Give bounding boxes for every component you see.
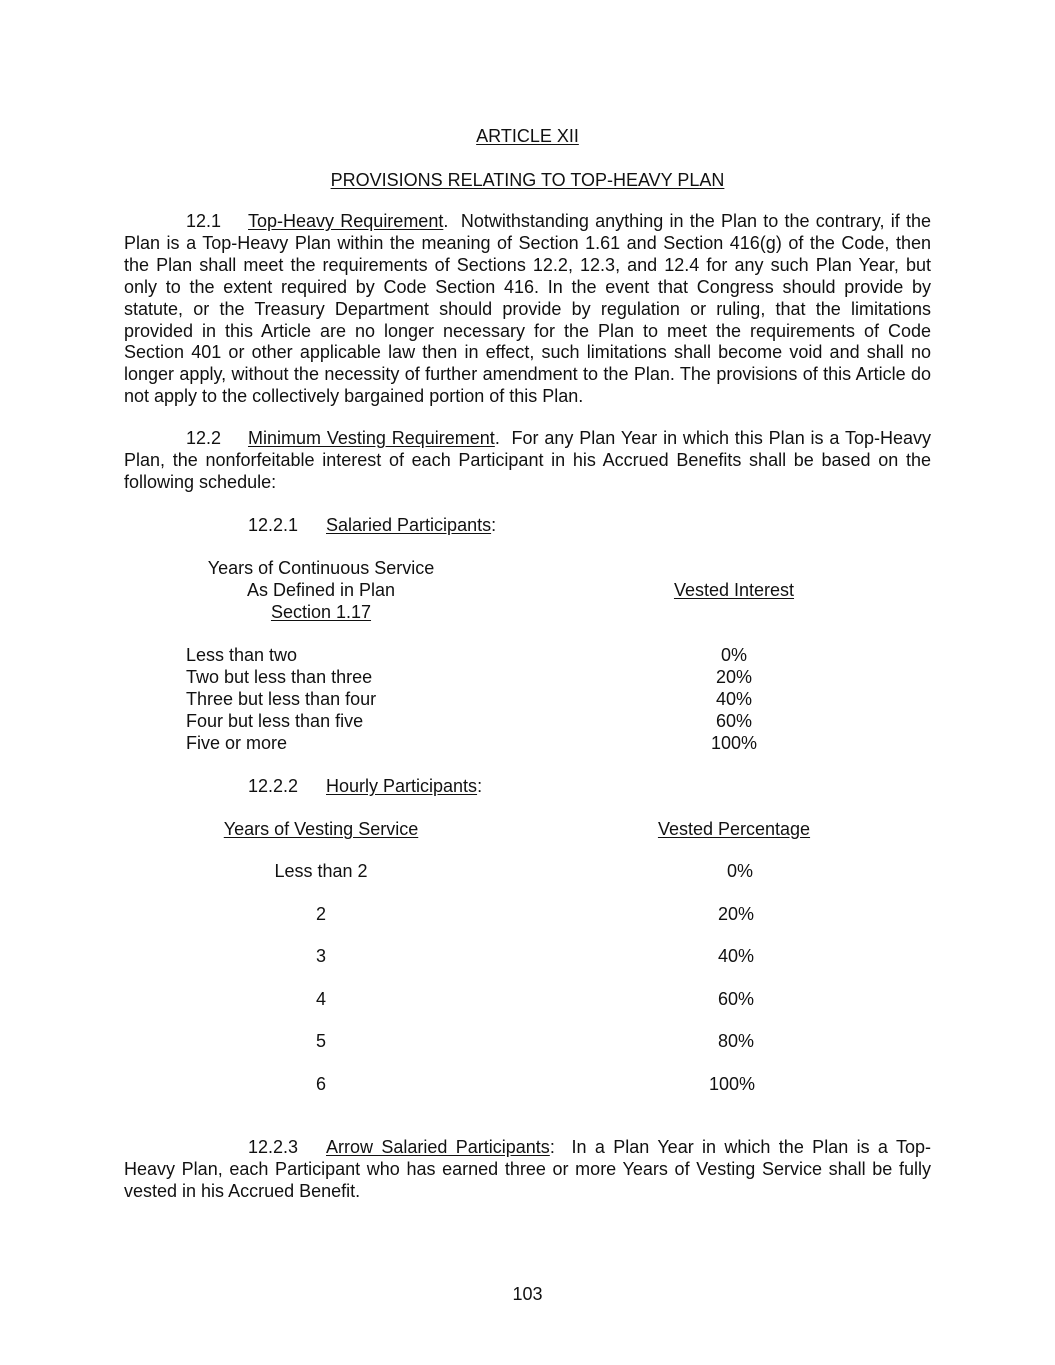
section-body: Notwithstanding anything in the Plan to the contrary, if the Plan is a Top-Heavy Plan within the meaning of Section 1.61 and Section 416(g) of the Code, then the Plan shall meet the requirements of Sections 12.2, 12.3, and 12.4 for any such Plan Year, but only to the extent required by Code Section 416. In the event that Congress should provide by statute, or the Treasury Department should provide by regulation or ruling, that the limitations provided in this Article are no longer necessary for the Plan to meet the requirements of Code Section 401 or other applicable law then in effect, such limitations shall become void and shall no longer apply, without the necessity of further amendment to the Plan. The provisions of this Article do not apply to the collectively bargained portion of this Plan. [124,211,931,407]
table-row-years: 6 [315,1074,326,1094]
salaried-col1-header-line3: Section 1.17 [270,602,372,622]
table-row-years: Four but less than five [186,711,364,731]
section-body: For any Plan Year in which this Plan is a Top-Heavy Plan, the nonforfeitable interest of each Participant in his Accrued Benefits shall be based on the following schedule: [124,428,931,492]
section-heading: Arrow Salaried Participants [326,1137,550,1157]
article-title: PROVISIONS RELATING TO TOP-HEAVY PLAN [330,170,725,190]
table-row-pct: 60% [718,989,755,1009]
section-12-1: 12.1 Top-Heavy Requirement. Notwithstanding anything in the Plan to the contrary, if the Plan is a Top-Heavy Plan within the meaning of Section 1.61 and Section 416(g) of the Code, then the Plan shall meet the requirements of Sections 12.2, 12.3, and 12.4 for any such Plan Year, but only to the extent required by Code Section 416. In the event that Congress should provide by statute, or the Treasury Department should provide by regulation or ruling, that the limitations provided in this Article are no longer necessary for the Plan to meet the requirements of Code Section 401 or other applicable law then in effect, such limitations shall become void and shall no longer apply, without the necessity of further amendment to the Plan. The provisions of this Article do not apply to the collectively bargained portion of this Plan. [124,211,931,407]
hourly-col2-header: Vested Percentage [657,819,811,839]
table-row-years: 4 [315,989,326,1009]
table-row-years: 3 [315,946,326,966]
hourly-col1-header: Years of Vesting Service [223,819,419,839]
section-12-2: 12.2 Minimum Vesting Requirement. For any Plan Year in which this Plan is a Top-Heavy Plan, the nonforfeitable interest of each Participant in his Accrued Benefits shall be based on the following schedule: [124,428,931,492]
table-row-pct: 40% [715,689,753,709]
table-row-pct: 100% [709,1074,756,1094]
table-row-years: Two but less than three [186,667,373,687]
salaried-col1-header-line2: As Defined in Plan [246,580,396,600]
table-row-years: Three but less than four [186,689,377,709]
table-row-pct: 0% [727,861,754,881]
section-number: 12.2.3 [248,1137,299,1157]
table-row-years: 2 [315,904,326,924]
section-number: 12.2.2 [248,776,299,796]
section-body: In a Plan Year in which the Plan is a Top-Heavy Plan, each Participant who has earned three or more Years of Vesting Service shall be fully vested in his Accrued Benefit. [124,1137,931,1201]
salaried-col2-header: Vested Interest [673,580,795,600]
section-heading: Minimum Vesting Requirement [248,428,495,448]
table-row-pct: 0% [720,645,747,665]
table-row-years: Less than two [186,645,298,665]
section-number: 12.1 [186,211,222,231]
article-number: ARTICLE XII [476,126,579,146]
section-12-2-2-heading: 12.2.2 Hourly Participants: [248,776,483,796]
salaried-col1-header-line1: Years of Continuous Service [207,558,435,578]
page-number: 103 [512,1284,543,1304]
section-heading: Salaried Participants [326,515,492,535]
table-row-pct: 40% [718,946,755,966]
section-12-2-3: 12.2.3 Arrow Salaried Participants: In a Plan Year in which the Plan is a Top-Heavy Plan, each Participant who has earned three or more Years of Vesting Service shall be fully vested in his Accrued Benefit. [124,1137,931,1201]
table-row-years: 5 [315,1031,326,1051]
section-12-2-1-heading: 12.2.1 Salaried Participants: [248,515,497,535]
table-row-pct: 100% [710,733,758,753]
table-row-pct: 20% [718,904,755,924]
table-row-pct: 20% [715,667,753,687]
table-row-pct: 60% [715,711,753,731]
table-row-years: Five or more [186,733,288,753]
section-heading: Top-Heavy Requirement [248,211,444,231]
table-row-pct: 80% [718,1031,755,1051]
section-number: 12.2 [186,428,222,448]
table-row-years: Less than 2 [274,861,368,881]
section-heading: Hourly Participants [326,776,478,796]
section-number: 12.2.1 [248,515,299,535]
